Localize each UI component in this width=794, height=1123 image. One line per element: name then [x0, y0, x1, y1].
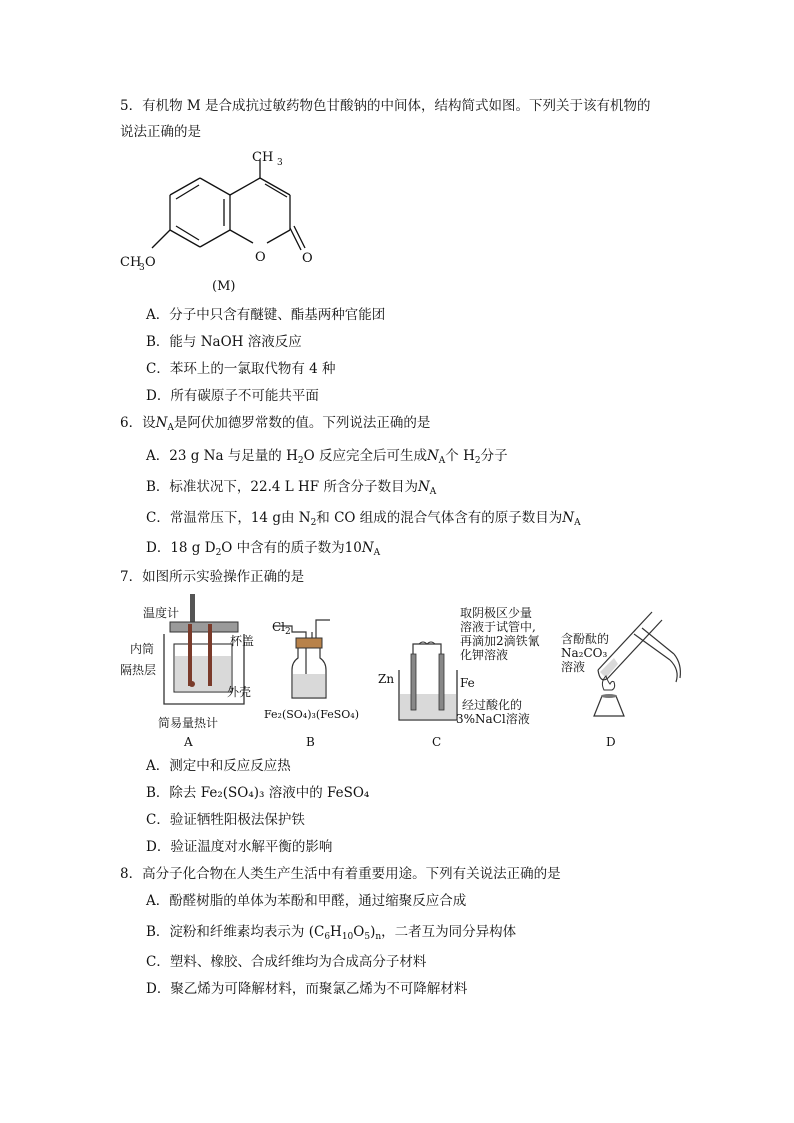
q8-option-a: A．酚醛树脂的单体为苯酚和甲醛，通过缩聚反应合成	[146, 893, 467, 909]
c-note-line1: 取阴极区少量	[460, 606, 533, 620]
methoxy-ch-label: CH	[120, 255, 142, 270]
q6-option-b: B．标准状况下，22.4 L HF 所含分子数目为$N_A$	[146, 479, 437, 497]
q7-option-a: A．测定中和反应反应热	[146, 758, 291, 774]
apparatus-c-electrolysis-cell	[395, 640, 465, 725]
q8-option-b: B．淀粉和纤维素均表示为 $(C_6H_{10}O_5)_n$，二者互为同分异构体	[146, 924, 517, 942]
ch3-top-sub: 3	[277, 158, 283, 168]
q8-stem: 8．高分子化合物在人类生产生活中有着重要用途。下列有关说法正确的是	[120, 866, 561, 882]
q8-option-c: C．塑料、橡胶、合成纤维均为合成高分子材料	[146, 954, 427, 970]
q6-option-d: D．18 g $D_2O$ 中含有的质子数为$10N_A$	[146, 540, 381, 558]
q7-option-c: C．验证牺牲阳极法保护铁	[146, 812, 305, 828]
structure-m-diagram	[110, 140, 340, 300]
q7-option-d: D．验证温度对水解平衡的影响	[146, 839, 333, 855]
q5-option-c: C．苯环上的一氯取代物有 4 种	[146, 361, 336, 377]
c-solution-line1: 经过酸化的	[462, 698, 523, 712]
q6-stem: 6．设$N_A$是阿伏加德罗常数的值。下列说法正确的是	[120, 415, 431, 433]
q5-stem-line2: 说法正确的是	[120, 124, 201, 140]
c-note-line4: 化钾溶液	[460, 648, 509, 662]
label-simple-calorimeter: 简易量热计	[158, 716, 219, 730]
label-outer-shell: 外壳	[227, 685, 252, 699]
d-note-line1: 含酚酞的	[561, 632, 610, 646]
carbonyl-oxygen-label: O	[302, 251, 313, 266]
q5-stem-line1: 5．有机物 M 是合成抗过敏药物色甘酸钠的中间体，结构简式如图。下列关于该有机物的	[120, 98, 651, 114]
apparatus-b-label: B	[306, 735, 315, 749]
d-note-line2: Na₂CO₃	[561, 646, 608, 660]
c-note-line3: 再滴加2滴铁氰	[460, 634, 540, 648]
c-note-line2: 溶液于试管中,	[460, 620, 536, 634]
q7-option-b: B．除去 Fe₂(SO₄)₃ 溶液中的 FeSO₄	[146, 785, 370, 801]
q5-option-d: D．所有碳原子不可能共平面	[146, 388, 319, 404]
methoxy-sub-label: 3	[139, 263, 145, 273]
label-bottle-solution: Fe₂(SO₄)₃(FeSO₄)	[264, 708, 359, 721]
label-insulation: 隔热层	[120, 663, 157, 677]
q6-option-a: A．23 g Na 与足量的 $H_2O$ 反应完全后可生成$N_A$个 $H_2$分子	[146, 448, 508, 466]
label-fe-electrode: Fe	[460, 676, 475, 690]
q6-option-c: C．常温常压下，14 g由 $N_2$和 CO 组成的混合气体含有的原子数目为$N_A$	[146, 510, 581, 528]
label-thermometer: 温度计	[143, 606, 180, 620]
c-solution-line2: 3%NaCl溶液	[456, 712, 530, 726]
q5-option-a: A．分子中只含有醚键、酯基两种官能团	[146, 307, 386, 323]
q8-option-d: D．聚乙烯为可降解材料，而聚氯乙烯为不可降解材料	[146, 981, 468, 997]
apparatus-c-label: C	[432, 735, 442, 749]
d-note-line3: 溶液	[561, 660, 586, 674]
ring-oxygen-label: O	[255, 250, 266, 265]
label-zn-electrode: Zn	[378, 672, 395, 686]
label-inner-cylinder: 内筒	[130, 642, 155, 656]
apparatus-d-label: D	[606, 735, 616, 749]
label-lid: 杯盖	[230, 634, 255, 648]
apparatus-d-heating-tube	[570, 598, 685, 728]
ch3-top-label: CH	[252, 150, 274, 165]
q7-stem: 7．如图所示实验操作正确的是	[120, 569, 305, 585]
q5-option-b: B．能与 NaOH 溶液反应	[146, 334, 302, 350]
structure-m-caption: (M)	[212, 279, 236, 294]
apparatus-a-label: A	[184, 735, 193, 749]
methoxy-o-label: O	[145, 255, 156, 270]
label-cl2: $Cl_2$	[272, 620, 291, 637]
